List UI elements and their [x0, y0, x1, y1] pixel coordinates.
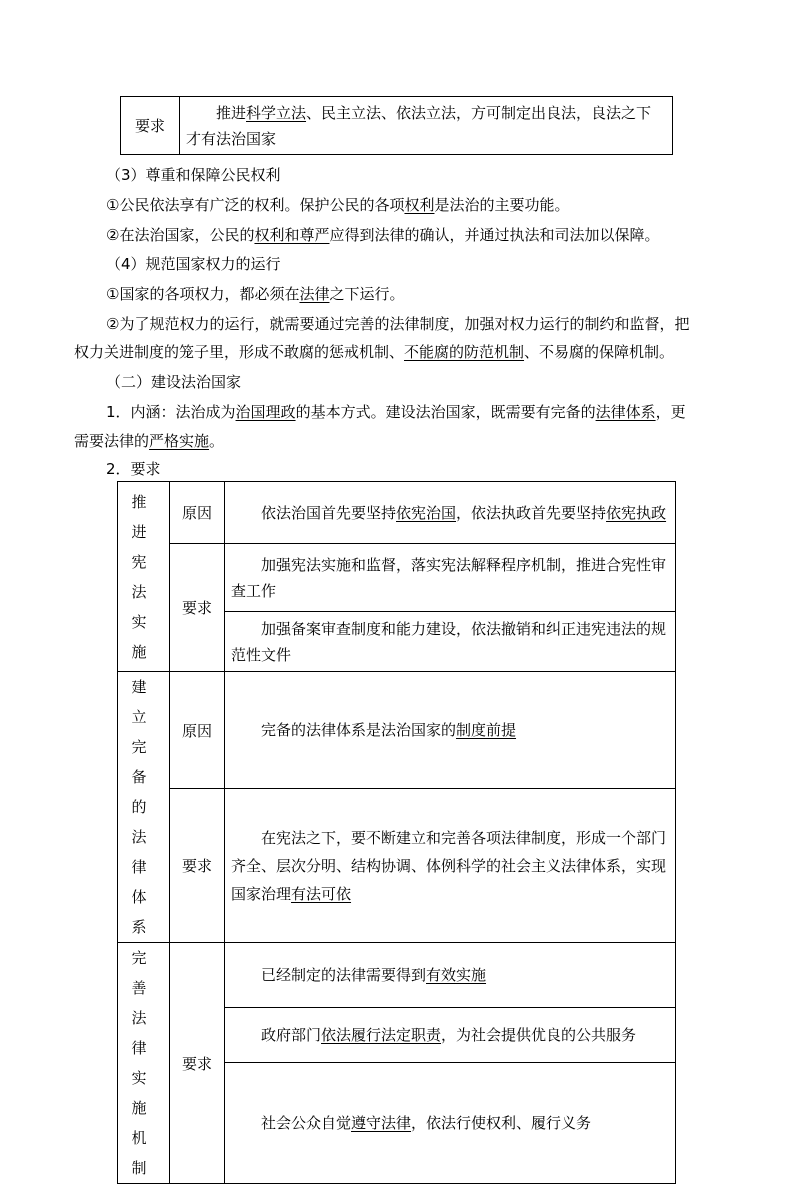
row-label-cell [170, 544, 225, 672]
list-heading: 2．要求 [106, 460, 161, 478]
top-text-b: 、民主立法、依法立法，方可制定出良法，良法之下才有法治国家 [186, 103, 652, 148]
content-cell [225, 1008, 676, 1063]
underlined-term: 遵守法律 [351, 1114, 412, 1133]
group-label: 推进宪法实施 [131, 492, 156, 661]
underlined-term: 制度前提 [456, 721, 517, 740]
group-label-cell [118, 672, 170, 943]
row-label: 原因 [181, 504, 212, 522]
top-table-content [180, 97, 673, 155]
cell-text: 加强宪法实施和监督，落实宪法解释程序机制，推进合宪性审查工作 [231, 555, 667, 600]
row-label-cell [170, 482, 225, 544]
underlined-term: 不能腐的防范机制 [404, 343, 525, 361]
row-label: 要求 [181, 1054, 212, 1073]
paragraph-line [106, 283, 404, 305]
group-label-cell [118, 943, 170, 1184]
paragraph-line [74, 430, 224, 452]
underlined-term: 法律 [299, 285, 330, 303]
row-label-cell [170, 943, 225, 1184]
paragraph-line: ②为了规范权力的运行，就需要通过完善的法律制度，加强对权力运行的制约和监督，把 [106, 315, 690, 333]
content-cell [225, 672, 676, 789]
paragraph-line [74, 341, 674, 363]
group-label-cell [118, 482, 170, 672]
text: 依法治国首先要坚持 [261, 503, 397, 522]
underlined-term: 权利 [404, 196, 435, 214]
cell-text: 加强备案审查制度和能力建设，依法撤销和纠正违宪违法的规范性文件 [231, 619, 667, 664]
row-label-cell [170, 672, 225, 789]
row-label: 原因 [181, 721, 212, 740]
content-cell [225, 612, 676, 672]
underlined-term: 依法履行法定职责 [321, 1026, 442, 1045]
underlined-term: 依宪执政 [606, 503, 667, 522]
text: ，依法执政首先要坚持 [456, 503, 607, 522]
text: ①国家的各项权力，都必须在 [106, 285, 300, 303]
top-table-label-text: 要求 [134, 117, 165, 135]
section-heading-2: （二）建设法治国家 [106, 373, 242, 391]
text: 是法治的主要功能。 [434, 196, 570, 214]
text: 1．内涵：法治成为 [106, 403, 236, 421]
row-label-cell [170, 789, 225, 943]
underlined-term: 权利和尊严 [254, 226, 330, 244]
top-requirement-table [120, 96, 673, 155]
text: 完备的法律体系是法治国家的 [261, 721, 457, 740]
text: 、不易腐的保障机制。 [524, 343, 675, 361]
group-label: 完善法律实施机制 [131, 949, 156, 1177]
underlined-term: 法律体系 [595, 403, 656, 421]
requirements-table [117, 481, 676, 1184]
text: 的基本方式。建设法治国家，既需要有完备的 [295, 403, 596, 421]
content-cell [225, 544, 676, 612]
text: ，依法行使权利、履行义务 [411, 1114, 592, 1133]
row-label: 要求 [181, 599, 212, 617]
text: ，更 [655, 403, 686, 421]
text: 社会公众自觉 [261, 1114, 352, 1133]
content-cell [225, 943, 676, 1008]
text: ②在法治国家，公民的 [106, 226, 255, 244]
underlined-term: 依宪治国 [396, 503, 457, 522]
underlined-term: 有效实施 [426, 966, 487, 985]
top-text-a: 推进 [216, 103, 247, 122]
content-cell [225, 482, 676, 544]
top-table-label [121, 97, 180, 155]
top-text-underlined: 科学立法 [246, 103, 307, 122]
section-heading-4: （4）规范国家权力的运行 [106, 255, 281, 273]
text: 政府部门 [261, 1026, 322, 1045]
text: ①公民依法享有广泛的权利。保护公民的各项 [106, 196, 405, 214]
paragraph-line [106, 194, 569, 216]
paragraph-line [106, 401, 686, 423]
section-heading-3: （3）尊重和保障公民权利 [106, 166, 281, 184]
text: 在宪法之下，要不断建立和完善各项法律制度，形成一个部门齐全、层次分明、结构协调、体例科学的社会主义法律体系，实现国家治理 [231, 828, 667, 903]
paragraph-line [106, 224, 659, 246]
text: 需要法律的 [74, 432, 150, 450]
text: 权力关进制度的笼子里，形成不敢腐的惩戒机制、 [74, 343, 405, 361]
underlined-term: 治国理政 [235, 403, 296, 421]
content-cell [225, 789, 676, 943]
content-cell [225, 1063, 676, 1184]
text: 应得到法律的确认，并通过执法和司法加以保障。 [329, 226, 660, 244]
text: 已经制定的法律需要得到 [261, 966, 427, 985]
group-label: 建立完备的法律体系 [131, 678, 156, 936]
text: ，为社会提供优良的公共服务 [441, 1026, 637, 1045]
underlined-term: 严格实施 [149, 432, 210, 450]
row-label: 要求 [181, 857, 212, 876]
underlined-term: 有法可依 [291, 884, 352, 903]
text: 。 [209, 432, 225, 450]
text: 之下运行。 [329, 285, 405, 303]
